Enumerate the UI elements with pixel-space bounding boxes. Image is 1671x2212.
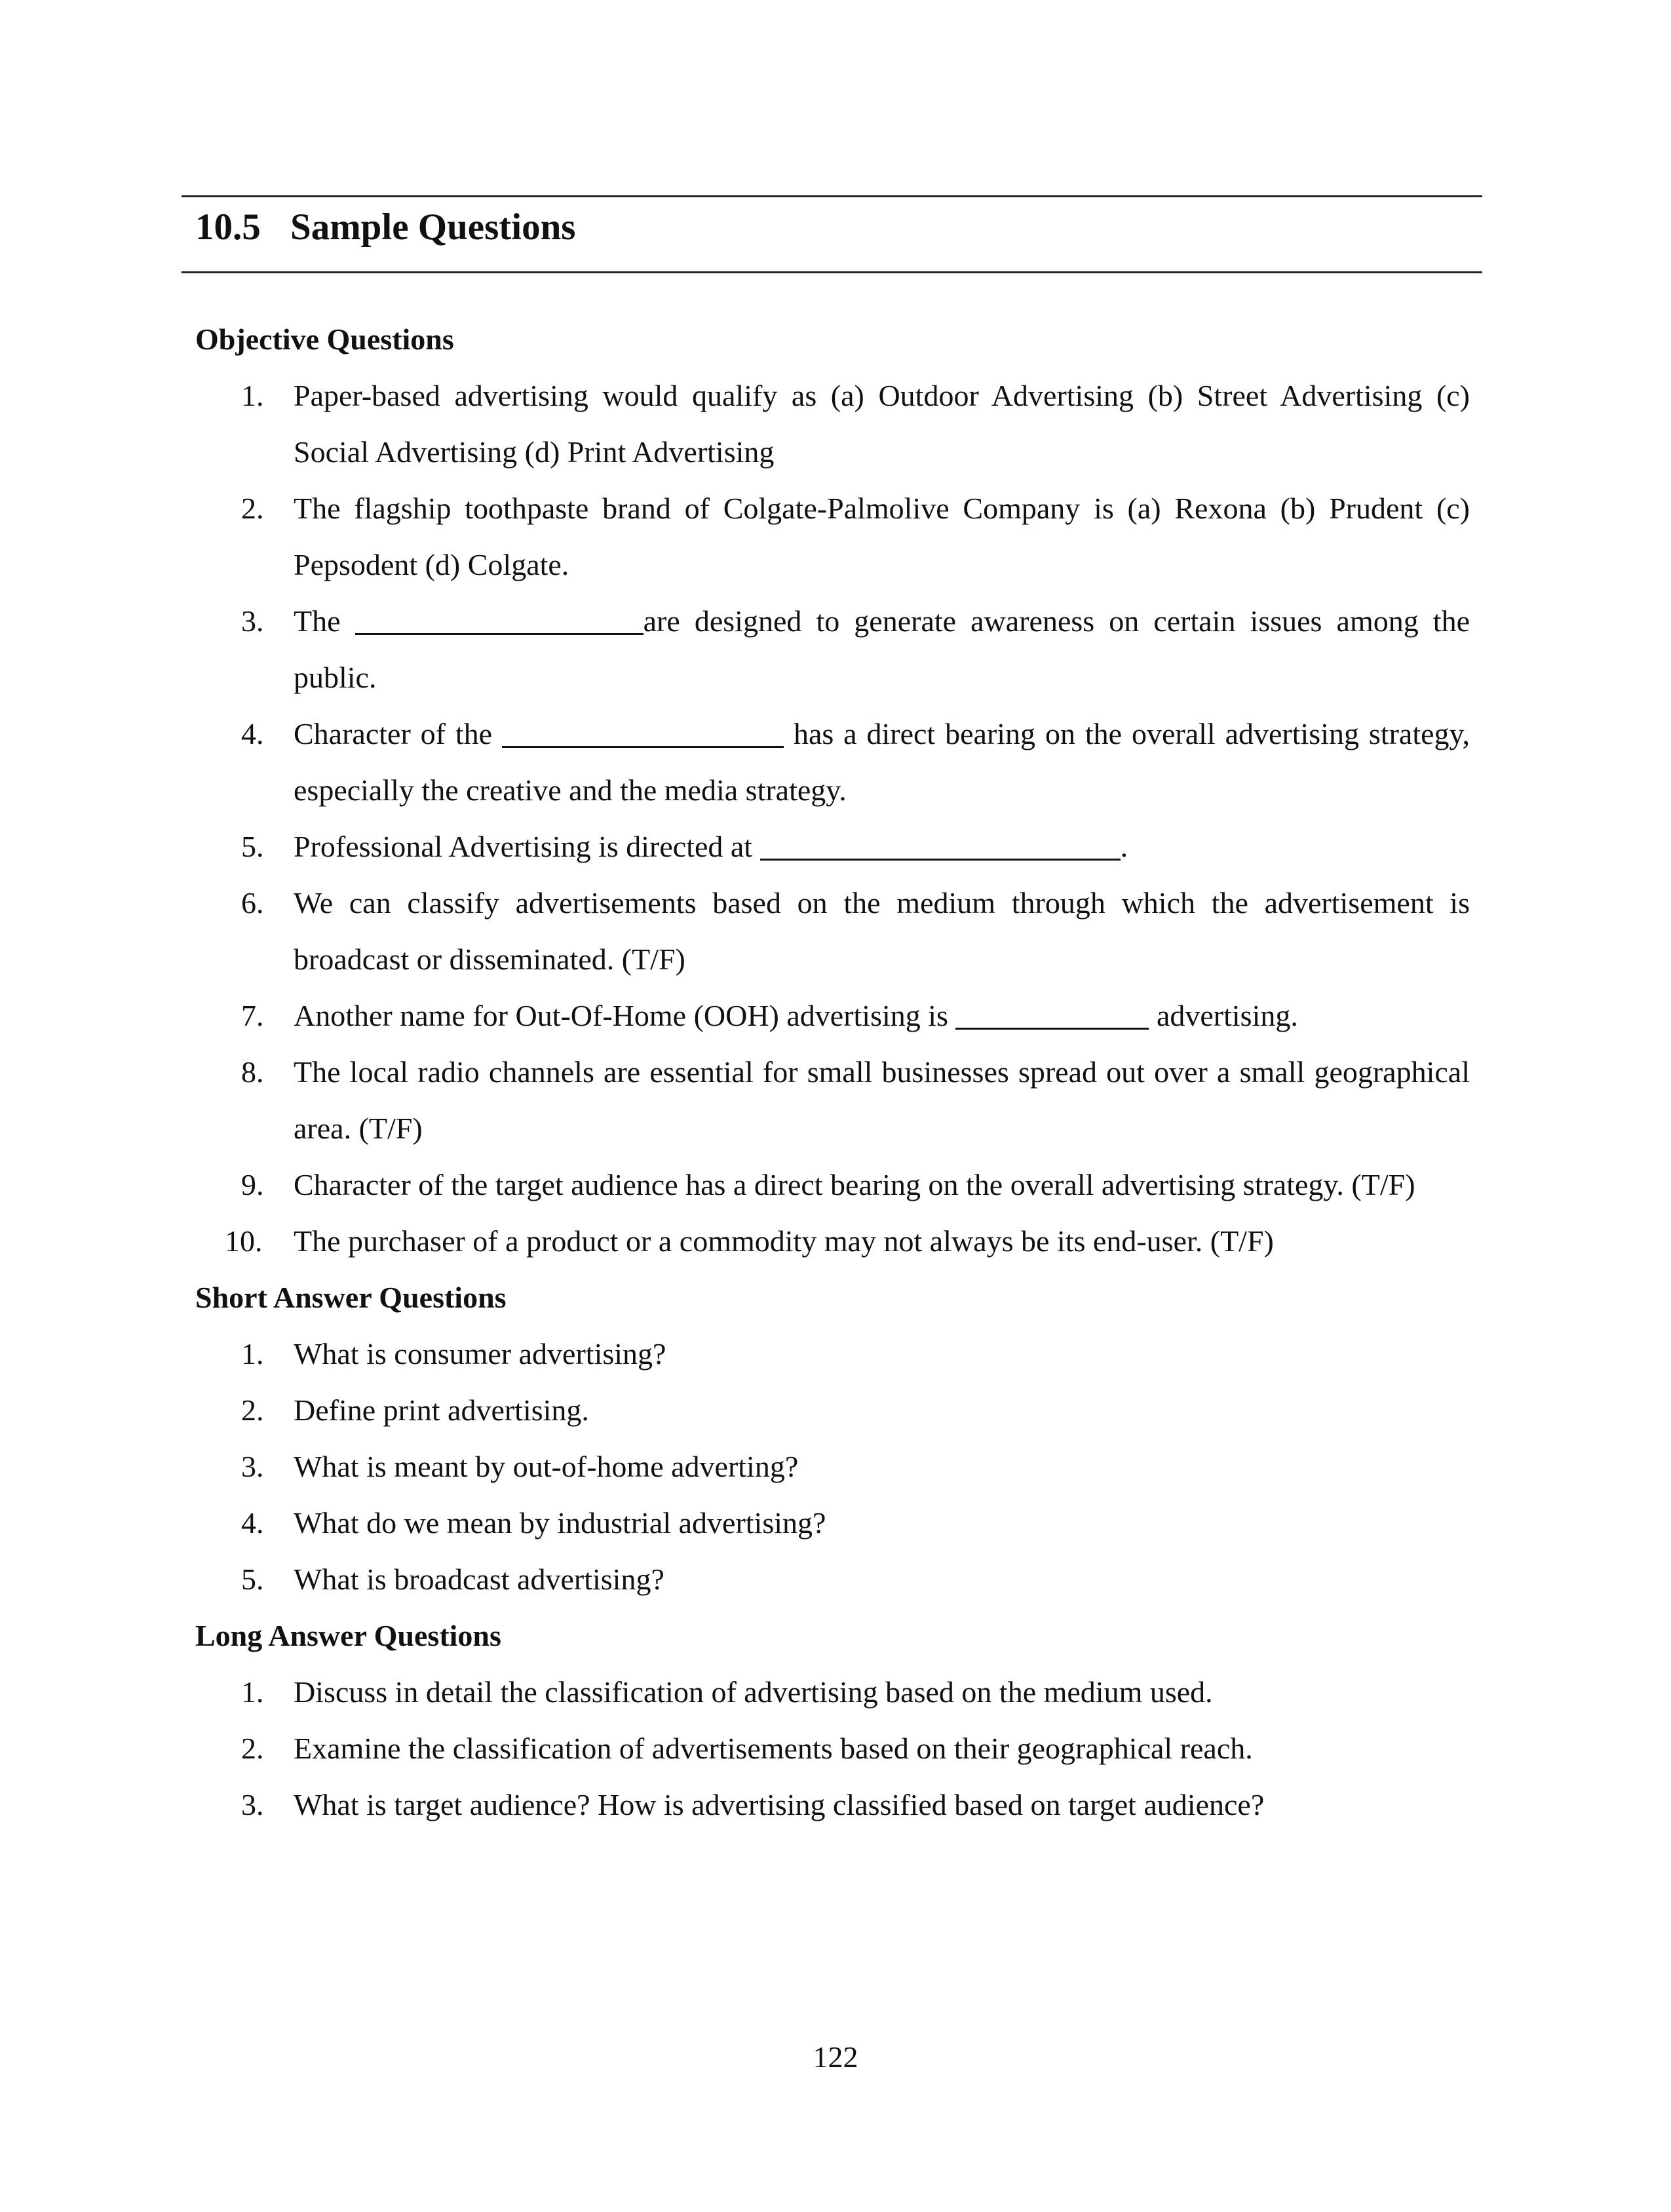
short-question-2 [195,1382,1470,1439]
objective-question-7 [195,988,1470,1044]
objective-question-1 [195,368,1470,480]
question-number: 2. [241,492,264,525]
question-text: The flagship toothpaste brand of Colgate-Palmolive Company is (a) Rexona (b) Prudent (c) Pepsodent (d) Colgate. [294,492,1470,581]
objective-question-9 [195,1157,1470,1213]
question-text: The local radio channels are essential for small businesses spread out over a small geographical area. (T/F) [294,1055,1470,1145]
section-number: 10.5 [195,206,261,248]
question-number: 1. [241,1675,264,1709]
question-text: What is meant by out-of-home adverting? [294,1450,799,1483]
short-question-4 [195,1495,1470,1551]
question-text-after: are designed to generate awareness on certain issues among the public. [294,604,1470,694]
section-title [195,208,576,246]
short-answer-questions-heading: Short Answer Questions [195,1281,507,1314]
question-text-after: advertising. [1156,999,1298,1032]
question-text: What is target audience? How is advertising classified based on target audience? [294,1788,1265,1821]
short-answer-questions-list [195,1326,1470,1608]
question-number: 3. [241,1450,264,1483]
long-answer-questions-heading: Long Answer Questions [195,1619,501,1652]
question-number: 10. [225,1224,263,1258]
question-number: 3. [241,1788,264,1821]
question-text-after: has a direct bearing on the overall advertising strategy, especially the creative and the media strategy. [294,717,1470,807]
long-answer-questions-list [195,1664,1470,1833]
objective-question-5 [195,819,1470,875]
question-text: We can classify advertisements based on the medium through which the advertisement is broadcast or disseminated. (T/F) [294,886,1470,976]
question-text: The purchaser of a product or a commodity may not always be its end-user. (T/F) [294,1224,1274,1258]
bottom-rule [182,271,1482,273]
question-number: 9. [241,1168,264,1201]
question-text: What is broadcast advertising? [294,1562,664,1596]
long-question-1 [195,1664,1470,1720]
objective-questions-list [195,368,1470,1270]
question-number: 1. [241,379,264,412]
question-text-before: Professional Advertising is directed at [294,830,753,863]
objective-question-6 [195,875,1470,988]
question-text: Examine the classification of advertisements based on their geographical reach. [294,1732,1253,1765]
question-text-before: Another name for Out-Of-Home (OOH) advertising is [294,999,948,1032]
question-text-before: The [294,604,341,638]
question-number: 2. [241,1732,264,1765]
question-text: Discuss in detail the classification of advertising based on the medium used. [294,1675,1213,1709]
question-number: 5. [241,830,264,863]
question-text: What is consumer advertising? [294,1337,666,1370]
short-question-1 [195,1326,1470,1382]
objective-question-10 [195,1213,1470,1270]
question-text: What do we mean by industrial advertising? [294,1506,826,1540]
short-question-3 [195,1439,1470,1495]
objective-question-3 [195,593,1470,706]
fill-in-blank [955,1001,1149,1030]
question-number: 4. [241,717,264,750]
objective-questions-heading: Objective Questions [195,322,454,356]
question-number: 6. [241,886,264,920]
question-number: 3. [241,604,264,638]
questions-content [195,311,1470,1833]
short-question-5 [195,1551,1470,1608]
question-text: Character of the target audience has a direct bearing on the overall advertising strategy. (T/F) [294,1168,1415,1201]
fill-in-blank [502,720,784,748]
question-text: Paper-based advertising would qualify as (a) Outdoor Advertising (b) Street Advertising (c) Social Advertising (d) Print Advertising [294,379,1470,469]
question-text: Define print advertising. [294,1393,589,1427]
objective-question-2 [195,480,1470,593]
question-number: 5. [241,1562,264,1596]
question-number: 2. [241,1393,264,1427]
objective-question-4 [195,706,1470,819]
question-text-before: Character of the [294,717,493,750]
objective-question-8 [195,1044,1470,1157]
long-question-3 [195,1777,1470,1833]
question-text-after: . [1120,830,1128,863]
question-number: 8. [241,1055,264,1089]
question-number: 4. [241,1506,264,1540]
page-number: 122 [813,2040,858,2074]
fill-in-blank [760,832,1121,861]
question-number: 7. [241,999,264,1032]
question-number: 1. [241,1337,264,1370]
section-title-text: Sample Questions [290,206,576,248]
fill-in-blank [355,607,643,635]
long-question-2 [195,1720,1470,1777]
top-rule [182,195,1482,197]
